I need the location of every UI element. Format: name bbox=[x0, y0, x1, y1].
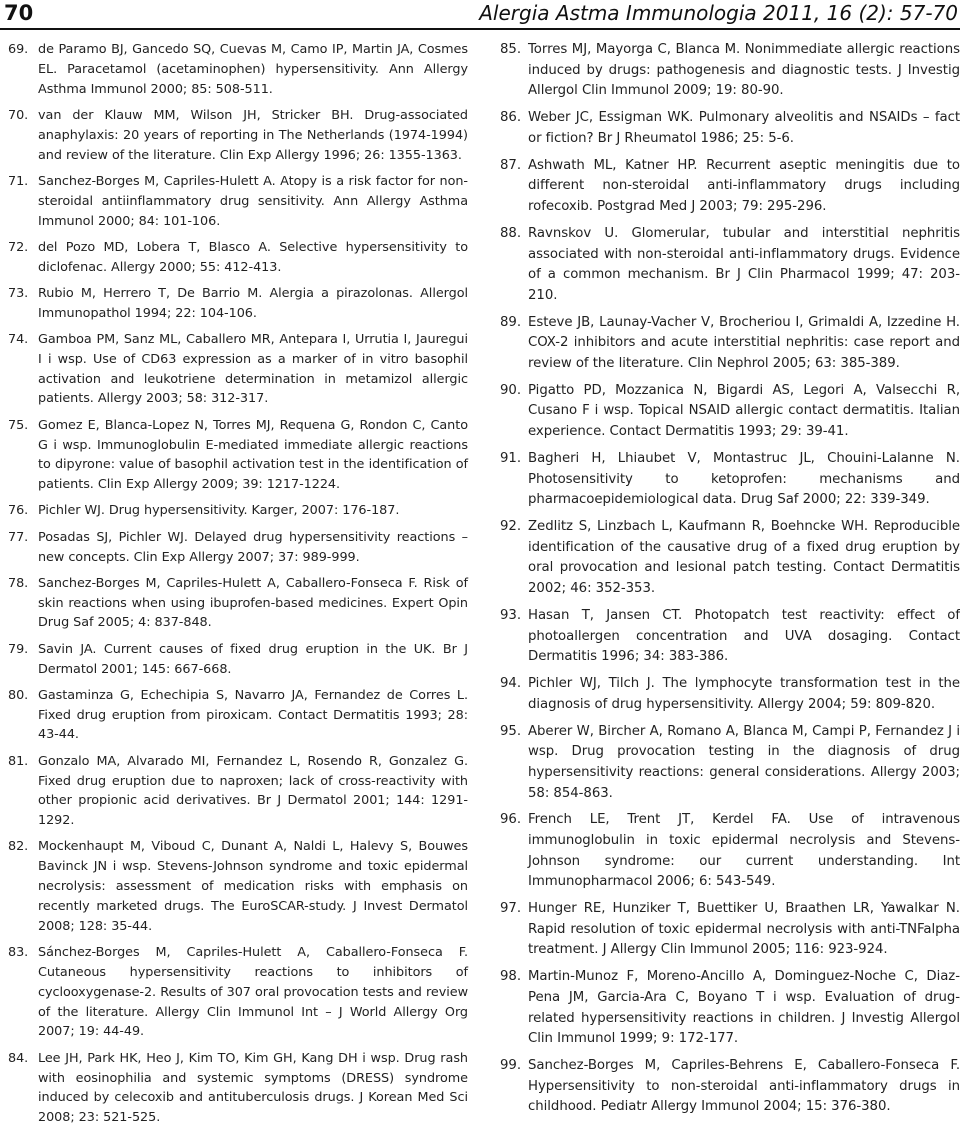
reference-number: 93. bbox=[500, 607, 521, 623]
reference-text: Gastaminza G, Echechipia S, Navarro JA, Fernandez de Corres L. Fixed drug eruption from piroxicam. Contact Dermatitis 1993; 28: 43-44. bbox=[38, 687, 468, 743]
reference-number: 72. bbox=[8, 239, 29, 255]
reference-text: Pichler WJ, Tilch J. The lymphocyte transformation test in the diagnosis of drug hypersensitivity. Allergy 2004; 59: 809-820. bbox=[528, 676, 960, 712]
reference-number: 99. bbox=[500, 1058, 521, 1074]
reference-number: 95. bbox=[500, 723, 521, 739]
reference-number: 79. bbox=[8, 641, 29, 657]
reference-number: 70. bbox=[8, 107, 29, 123]
reference-number: 83. bbox=[8, 945, 29, 961]
reference-number: 88. bbox=[500, 225, 521, 241]
reference-text: Sanchez-Borges M, Capriles-Hulett A. Atopy is a risk factor for non-steroidal antiinflammatory drug sensitivity. Ann Allergy Asthma Immunol 2000; 84: 101-106. bbox=[38, 173, 468, 229]
reference-item bbox=[8, 284, 468, 324]
reference-item bbox=[8, 752, 468, 831]
page-header bbox=[0, 0, 960, 26]
reference-item bbox=[8, 943, 468, 1042]
reference-item bbox=[500, 967, 960, 1049]
reference-number: 76. bbox=[8, 503, 29, 519]
reference-number: 97. bbox=[500, 901, 521, 917]
reference-item bbox=[500, 449, 960, 511]
reference-item bbox=[500, 606, 960, 668]
reference-text: Weber JC, Essigman WK. Pulmonary alveolitis and NSAIDs – fact or fiction? Br J Rheumatol 1986; 25: 5-6. bbox=[528, 110, 960, 146]
reference-item bbox=[500, 224, 960, 306]
reference-text: Bagheri H, Lhiaubet V, Montastruc JL, Chouini-Lalanne N. Photosensitivity to ketoprofen: mechanisms and pharmacoepidemiological data. Drug Saf 2000; 22: 339-349. bbox=[528, 451, 960, 508]
reference-number: 86. bbox=[500, 110, 521, 126]
page-number: 70 bbox=[4, 1, 34, 25]
reference-text: Sánchez-Borges M, Capriles-Hulett A, Caballero-Fonseca F. Cutaneous hypersensitivity reactions to inhibitors of cyclooxygenase-2. Results of 307 oral provocation tests and review of the literature. Allergy Clin Immunol Int – J World Allergy Org 2007; 19: 44-49. bbox=[38, 945, 468, 1040]
reference-number: 69. bbox=[8, 42, 29, 57]
reference-item bbox=[8, 640, 468, 680]
reference-text: Gamboa PM, Sanz ML, Caballero MR, Antepara I, Urrutia I, Jauregui I i wsp. Use of CD63 expression as a marker of in vitro basophil activation and leukotriene determination in metamizol allergic patients. Allergy 2003; 58: 312-317. bbox=[38, 331, 468, 407]
reference-number: 84. bbox=[8, 1050, 29, 1066]
reference-item bbox=[8, 1049, 468, 1128]
reference-number: 91. bbox=[500, 451, 521, 467]
reference-text: Ashwath ML, Katner HP. Recurrent aseptic meningitis due to different non-steroidal anti-inflammatory drugs including rofecoxib. Postgrad Med J 2003; 79: 295-296. bbox=[528, 157, 960, 214]
reference-item bbox=[500, 517, 960, 599]
reference-text: Savin JA. Current causes of fixed drug eruption in the UK. Br J Dermatol 2001; 145: 667-668. bbox=[38, 641, 468, 677]
reference-number: 71. bbox=[8, 173, 29, 189]
reference-text: Gomez E, Blanca-Lopez N, Torres MJ, Requena G, Rondon C, Canto G i wsp. Immunoglobulin E-mediated immediate allergic reactions to dipyrone: value of basophil activation test in the identification of patients. Clin Exp Allergy 2009; 39: 1217-1224. bbox=[38, 417, 468, 493]
reference-text: Sanchez-Borges M, Capriles-Behrens E, Caballero-Fonseca F. Hypersensitivity to non-steroidal anti-inflammatory drugs in childhood. Pediatr Allergy Immunol 2004; 15: 376-380. bbox=[528, 1058, 960, 1115]
reference-text: Rubio M, Herrero T, De Barrio M. Alergia a pirazolonas. Allergol Immunopathol 1994; 22: 104-106. bbox=[38, 285, 468, 321]
reference-item bbox=[500, 381, 960, 443]
reference-number: 80. bbox=[8, 687, 29, 703]
reference-number: 96. bbox=[500, 812, 521, 828]
reference-item bbox=[8, 501, 468, 521]
reference-item bbox=[8, 40, 468, 100]
reference-text: Torres MJ, Mayorga C, Blanca M. Nonimmediate allergic reactions induced by drugs: pathogenesis and diagnostic tests. J Investig Allergol Clin Immunol 2009; 19: 80-90. bbox=[528, 42, 960, 99]
reference-text: Zedlitz S, Linzbach L, Kaufmann R, Boehncke WH. Reproducible identification of the causative drug of a fixed drug eruption by oral provocation and lesional patch testing. Contact Dermatitis 2002; 46: 352-353. bbox=[528, 519, 960, 596]
reference-number: 82. bbox=[8, 839, 29, 855]
reference-number: 77. bbox=[8, 529, 29, 545]
reference-item bbox=[500, 156, 960, 218]
journal-citation: Alergia Astma Immunologia 2011, 16 (2): 57-70 bbox=[479, 1, 958, 25]
reference-item bbox=[500, 40, 960, 102]
reference-text: Martin-Munoz F, Moreno-Ancillo A, Dominguez-Noche C, Diaz-Pena JM, Garcia-Ara C, Boyano T i wsp. Evaluation of drug-related hypersensitivity reactions in children. J Investig Allergol Clin Immunol 1999; 9: 172-177. bbox=[528, 969, 960, 1047]
reference-item bbox=[8, 416, 468, 495]
reference-number: 90. bbox=[500, 382, 521, 398]
reference-text: Sanchez-Borges M, Capriles-Hulett A, Caballero-Fonseca F. Risk of skin reactions when using ibuprofen-based medicines. Expert Opin Drug Saf 2005; 4: 837-848. bbox=[38, 575, 468, 631]
reference-text: Hunger RE, Hunziker T, Buettiker U, Braathen LR, Yawalkar N. Rapid resolution of toxic epidermal necrolysis with anti-TNFalpha treatment. J Allergy Clin Immunol 2005; 116: 923-924. bbox=[528, 901, 960, 958]
reference-item bbox=[8, 574, 468, 634]
reference-text: van der Klauw MM, Wilson JH, Stricker BH. Drug-associated anaphylaxis: 20 years of reporting in The Netherlands (1974-1994) and review of the literature. Clin Exp Allergy 1996; 26: 1355-1363. bbox=[38, 107, 468, 163]
reference-number: 74. bbox=[8, 331, 29, 347]
reference-number: 89. bbox=[500, 314, 521, 330]
reference-item bbox=[500, 674, 960, 715]
reference-item bbox=[500, 313, 960, 375]
reference-text: Mockenhaupt M, Viboud C, Dunant A, Naldi L, Halevy S, Bouwes Bavinck JN i wsp. Stevens-Johnson syndrome and toxic epidermal necrolysis: assessment of medication risks with emphasis on recently marketed drugs. The EuroSCAR-study. J Invest Dermatol 2008; 128: 35-44. bbox=[38, 839, 468, 934]
reference-text: French LE, Trent JT, Kerdel FA. Use of intravenous immunoglobulin in toxic epidermal necrolysis and Stevens-Johnson syndrome: our current understanding. Int Immunopharmacol 2006; 6: 543-549. bbox=[528, 812, 960, 890]
reference-text: Aberer W, Bircher A, Romano A, Blanca M, Campi P, Fernandez J i wsp. Drug provocation testing in the diagnosis of drug hypersensitivity reactions: general considerations. Allergy 2003; 58: 854-863. bbox=[528, 723, 960, 801]
reference-item bbox=[500, 108, 960, 149]
reference-number: 92. bbox=[500, 519, 521, 535]
reference-text: de Paramo BJ, Gancedo SQ, Cuevas M, Camo IP, Martin JA, Cosmes EL. Paracetamol (acetaminophen) hypersensitivity. Ann Allergy Asthma Immunol 2000; 85: 508-511. bbox=[38, 42, 468, 97]
reference-number: 75. bbox=[8, 417, 29, 433]
reference-item bbox=[8, 106, 468, 166]
reference-item bbox=[8, 528, 468, 568]
reference-text: Hasan T, Jansen CT. Photopatch test reactivity: effect of photoallergen concentration and UVA dosaging. Contact Dermatitis 1996; 34: 383-386. bbox=[528, 607, 960, 665]
reference-item bbox=[8, 238, 468, 278]
reference-item bbox=[500, 1056, 960, 1118]
reference-text: Posadas SJ, Pichler WJ. Delayed drug hypersensitivity reactions – new concepts. Clin Exp Allergy 2007; 37: 989-999. bbox=[38, 529, 468, 565]
reference-text: del Pozo MD, Lobera T, Blasco A. Selective hypersensitivity to diclofenac. Allergy 2000; 55: 412-413. bbox=[38, 239, 468, 275]
reference-number: 94. bbox=[500, 676, 521, 692]
reference-text: Pichler WJ. Drug hypersensitivity. Karger, 2007: 176-187. bbox=[38, 503, 400, 519]
reference-text: Pigatto PD, Mozzanica N, Bigardi AS, Legori A, Valsecchi R, Cusano F i wsp. Topical NSAID allergic contact dermatitis. Italian experience. Contact Dermatitis 1993; 29: 39-41. bbox=[528, 382, 960, 440]
references-column-right bbox=[500, 40, 960, 1124]
reference-item bbox=[8, 172, 468, 232]
reference-number: 78. bbox=[8, 575, 29, 591]
reference-item bbox=[8, 330, 468, 409]
reference-text: Lee JH, Park HK, Heo J, Kim TO, Kim GH, Kang DH i wsp. Drug rash with eosinophilia and systemic symptoms (DRESS) syndrome induced by celecoxib and antituberculosis drugs. J Korean Med Sci 2008; 23: 521-525. bbox=[38, 1050, 468, 1126]
reference-number: 81. bbox=[8, 753, 29, 769]
reference-item bbox=[500, 899, 960, 961]
reference-item bbox=[8, 686, 468, 746]
reference-item bbox=[500, 722, 960, 804]
reference-item bbox=[500, 810, 960, 892]
reference-number: 98. bbox=[500, 969, 521, 985]
references-column-left bbox=[8, 40, 468, 1134]
reference-number: 85. bbox=[500, 42, 521, 57]
reference-text: Ravnskov U. Glomerular, tubular and interstitial nephritis associated with non-steroidal anti-inflammatory drugs. Evidence of a common mechanism. Br J Clin Pharmacol 1999; 47: 203-210. bbox=[528, 225, 960, 303]
reference-text: Esteve JB, Launay-Vacher V, Brocheriou I, Grimaldi A, Izzedine H. COX-2 inhibitors and acute interstitial nephritis: case report and review of the literature. Clin Nephrol 2005; 63: 385-389. bbox=[528, 314, 960, 371]
reference-item bbox=[8, 837, 468, 936]
reference-number: 87. bbox=[500, 157, 521, 173]
reference-text: Gonzalo MA, Alvarado MI, Fernandez L, Rosendo R, Gonzalez G. Fixed drug eruption due to naproxen; lack of cross-reactivity with other propionic acid derivatives. Br J Dermatol 2001; 144: 1291-1292. bbox=[38, 753, 468, 829]
header-rule bbox=[0, 28, 960, 30]
reference-number: 73. bbox=[8, 285, 29, 301]
